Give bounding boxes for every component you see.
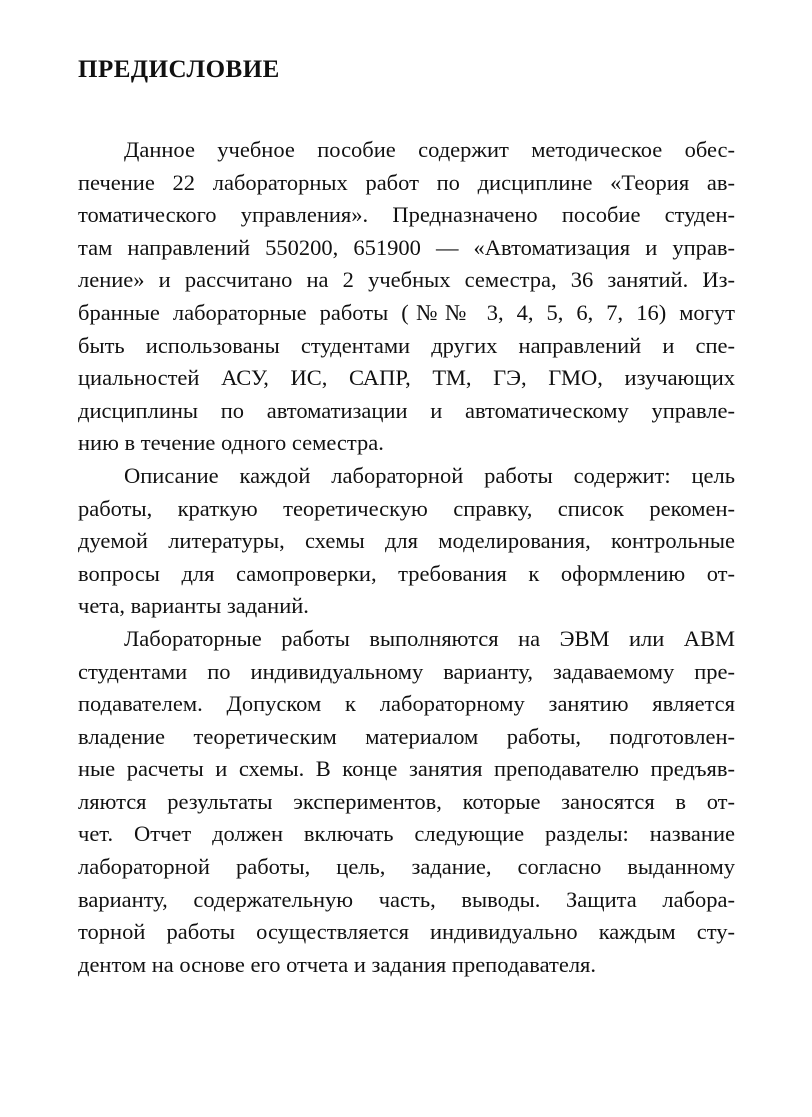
text-line: печение 22 лабораторных работ по дисциплине «Теория ав- [78, 169, 735, 195]
text-line: чета, варианты заданий. [78, 593, 309, 619]
text-line: быть использованы студентами других направлений и спе- [78, 332, 735, 358]
paragraph-3 [78, 623, 735, 982]
paragraph-2 [78, 460, 735, 623]
text-line: торной работы осуществляется индивидуально каждым сту- [78, 919, 735, 945]
text-line: ные расчеты и схемы. В конце занятия преподавателю предъяв- [78, 756, 735, 782]
text-line: дентом на основе его отчета и задания преподавателя. [78, 951, 597, 977]
text-line: вопросы для самопроверки, требования к оформлению от- [78, 560, 735, 586]
body-text [78, 134, 735, 981]
text-line: там направлений 550200, 651900 — «Автоматизация и управ- [78, 234, 735, 260]
text-line: нию в течение одного семестра. [78, 430, 384, 456]
paragraph-1 [78, 134, 735, 460]
text-line: Лабораторные работы выполняются на ЭВМ или АВМ [124, 625, 735, 651]
text-line: варианту, содержательную часть, выводы. Защита лабора- [78, 886, 735, 912]
text-line: ление» и рассчитано на 2 учебных семестра, 36 занятий. Из- [78, 267, 735, 293]
text-line: ляются результаты экспериментов, которые заносятся в от- [78, 788, 735, 814]
text-line: студентами по индивидуальному варианту, задаваемому пре- [78, 658, 735, 684]
text-line: циальностей АСУ, ИС, САПР, ТМ, ГЭ, ГМО, изучающих [78, 365, 735, 391]
text-line: чет. Отчет должен включать следующие разделы: название [78, 821, 735, 847]
page-title: ПРЕДИСЛОВИЕ [78, 56, 280, 83]
text-line: подавателем. Допуском к лабораторному занятию является [78, 691, 735, 717]
text-line: Описание каждой лабораторной работы содержит: цель [124, 462, 735, 488]
text-line: работы, краткую теоретическую справку, список рекомен- [78, 495, 735, 521]
text-line: дуемой литературы, схемы для моделирования, контрольные [78, 528, 735, 554]
text-line: томатического управления». Предназначено пособие студен- [78, 202, 735, 228]
text-line: Данное учебное пособие содержит методическое обес- [124, 137, 735, 162]
text-line: владение теоретическим материалом работы, подготовлен- [78, 723, 735, 749]
text-line: дисциплины по автоматизации и автоматическому управле- [78, 397, 735, 423]
text-line: бранные лабораторные работы (№№ 3, 4, 5, 6, 7, 16) могут [78, 299, 735, 325]
text-line: лабораторной работы, цель, задание, согласно выданному [78, 854, 735, 880]
